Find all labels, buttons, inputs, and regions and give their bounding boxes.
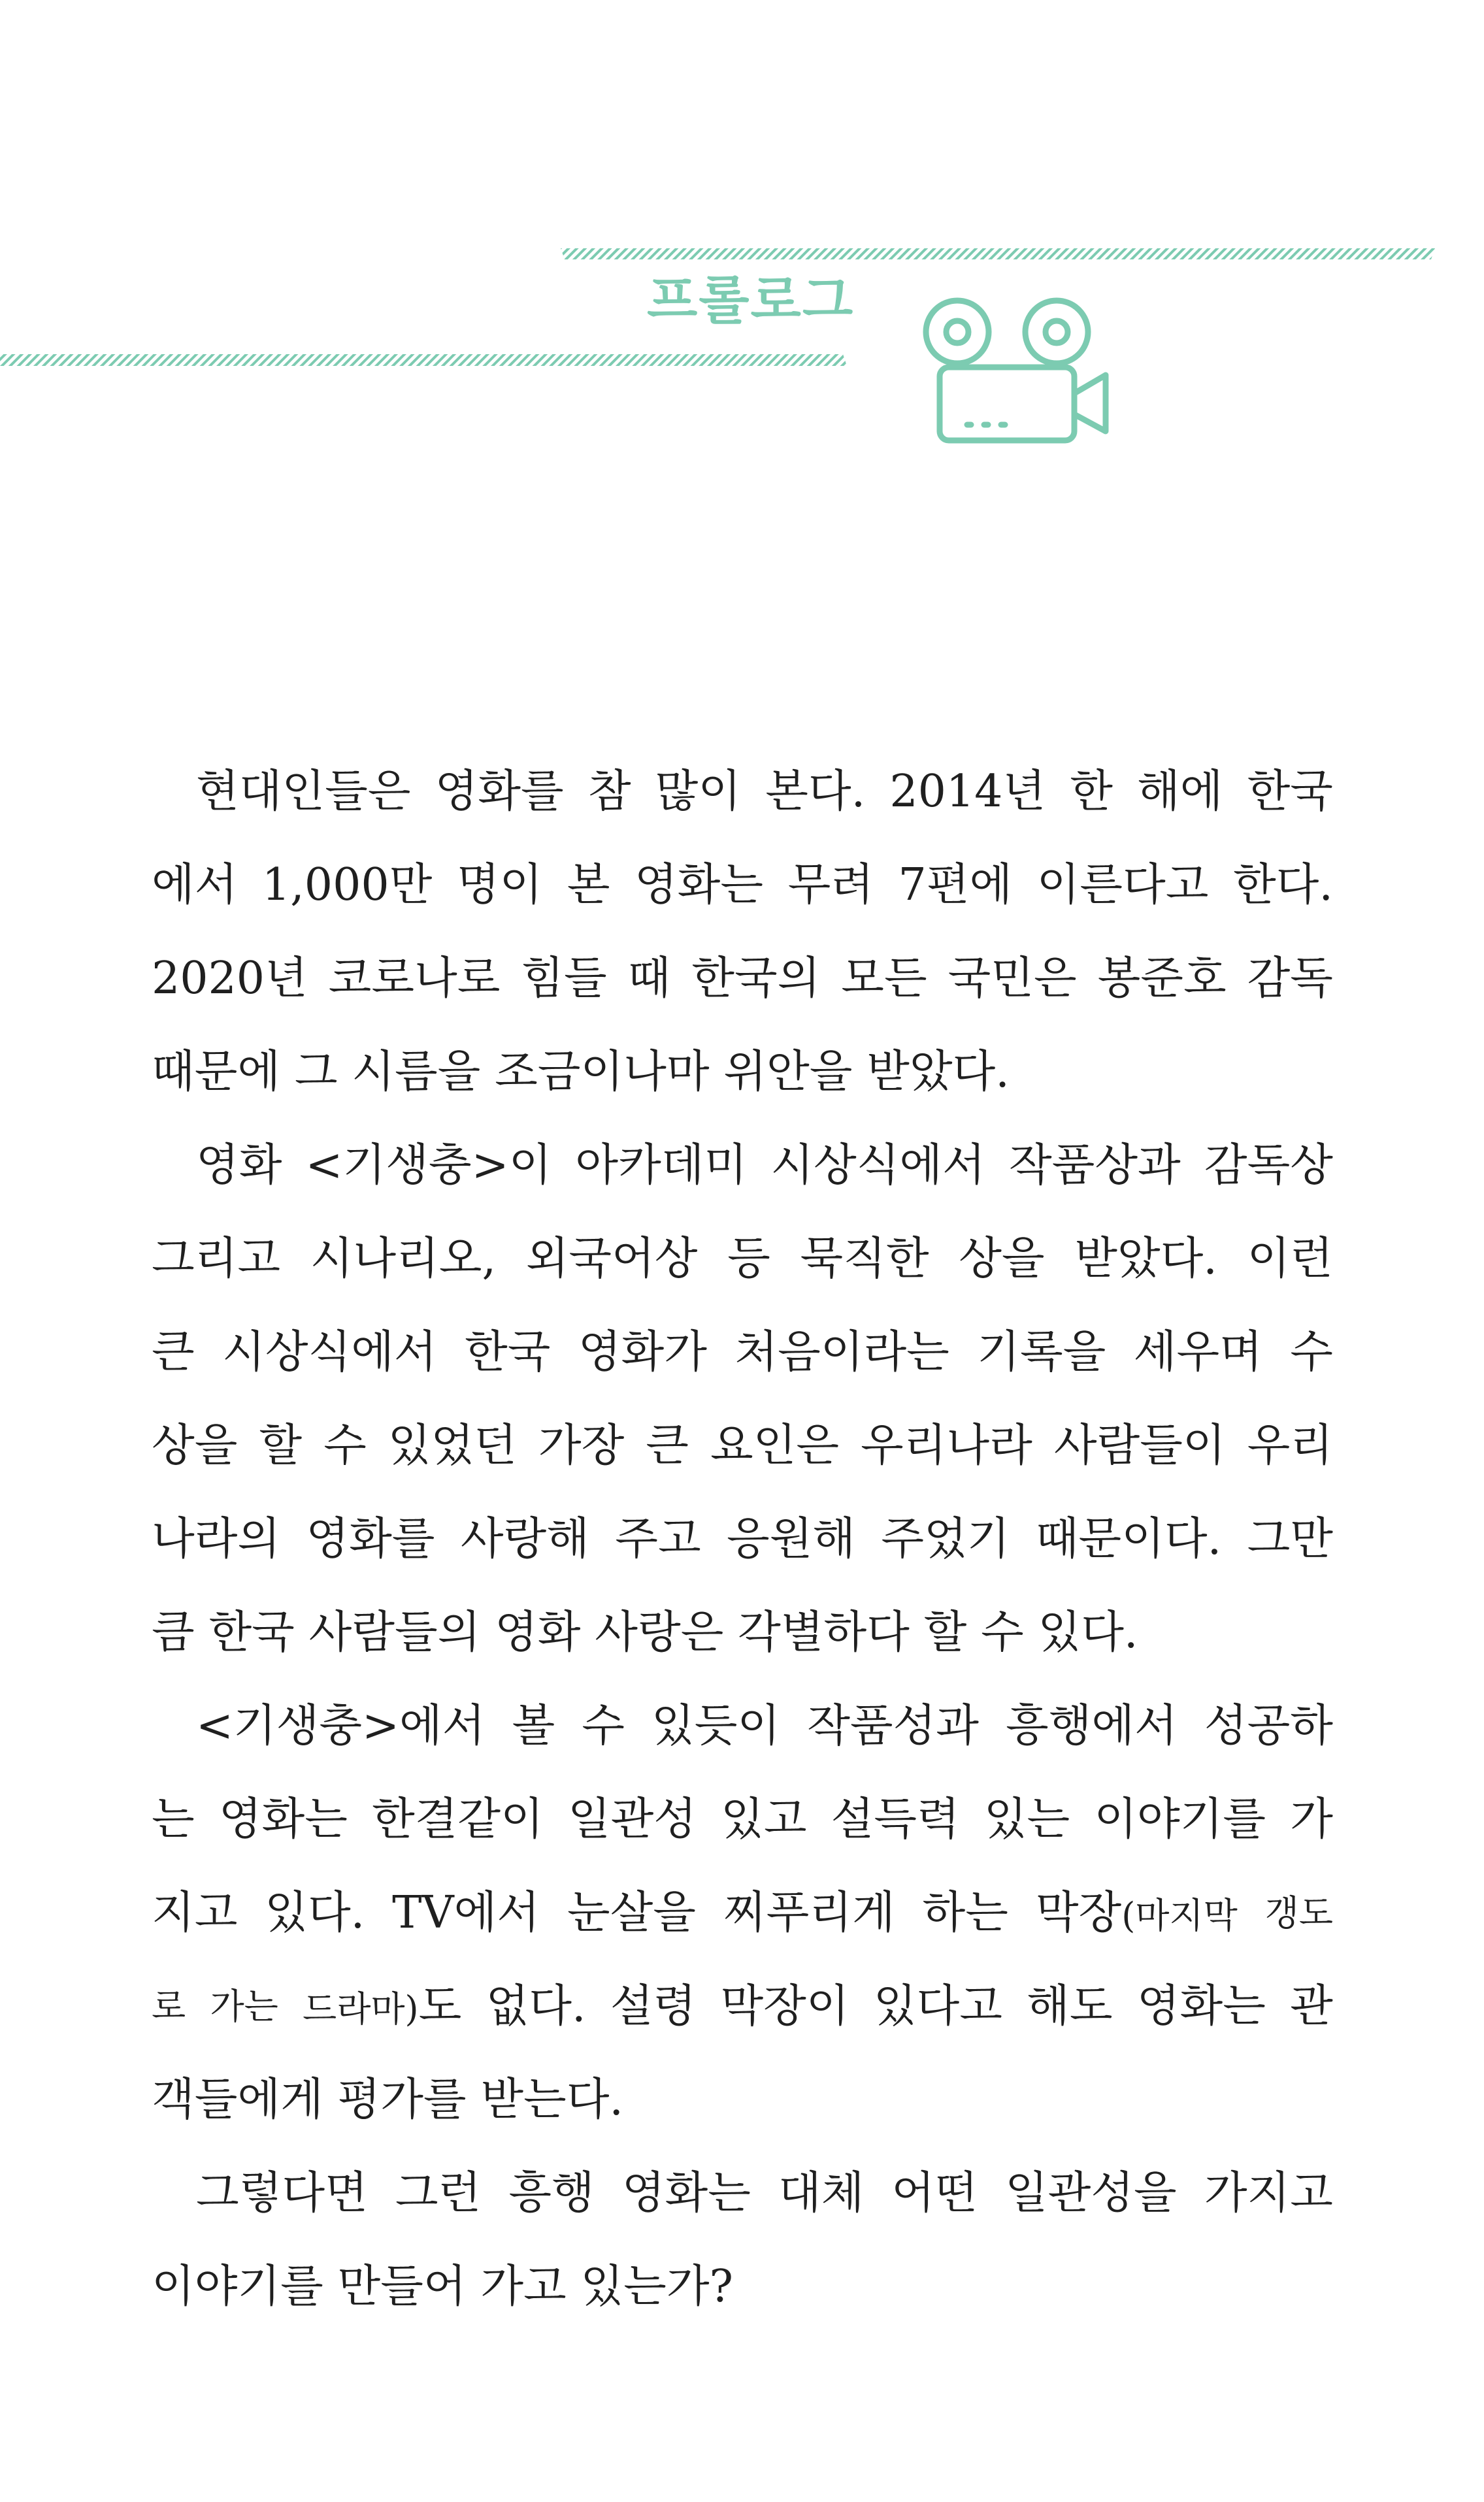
text-word: 이야기를: [1094, 1794, 1266, 1845]
text-line: [152, 745, 1333, 838]
text-word: 그: [294, 1046, 338, 1098]
text-word: 2014년: [889, 766, 1046, 817]
text-word: 때: [627, 953, 671, 1004]
text-word: 영화는: [218, 1794, 348, 1845]
text-word: 있고: [721, 1794, 807, 1845]
text-word: 흥행에서: [1006, 1700, 1178, 1752]
text-word: 수: [981, 1607, 1024, 1658]
text-word: 시상식에서: [770, 1140, 985, 1191]
text-word: 찌푸리게: [723, 1887, 895, 1939]
text-word: 주었기: [881, 1513, 1010, 1565]
text-word: 볼: [512, 1700, 555, 1752]
text-word: 해도: [1027, 1981, 1113, 2032]
text-word: 1,000만: [261, 859, 433, 911]
text-word: 세우며: [1133, 1326, 1262, 1378]
text-word: 는: [152, 1794, 195, 1845]
text-word: 아카데미: [575, 1140, 748, 1191]
text-word: 막장(마지막: [1035, 1887, 1238, 1939]
text-word: 객들에게: [152, 2074, 323, 2126]
text-word: 갱도: [1264, 1892, 1333, 1934]
text-word: 수: [323, 1420, 367, 1472]
text-word: 우리: [1247, 1420, 1333, 1472]
text-word: 본: [567, 859, 610, 911]
text-line: [152, 1866, 1333, 1960]
text-word: 작품성과: [807, 1700, 979, 1752]
text-word: 상을: [152, 1420, 238, 1472]
text-word: 기록을: [977, 1326, 1106, 1378]
text-word: 참: [587, 766, 631, 817]
text-line: [152, 1025, 1333, 1119]
text-word: 한결같이: [372, 1794, 544, 1845]
text-word: 가: [1290, 1794, 1333, 1845]
text-word: 조금이나마: [495, 1046, 710, 1098]
text-word: 봉준호: [1097, 953, 1227, 1004]
text-word: 있다.: [265, 1887, 365, 1939]
text-word: 그만: [1247, 1513, 1333, 1565]
text-word: 있다.: [1038, 1607, 1138, 1658]
text-word: 눈살을: [567, 1887, 696, 1939]
text-word: 현대인들은: [196, 766, 411, 817]
text-word: 해에: [1137, 766, 1223, 817]
text-word: 모든: [841, 953, 927, 1004]
text-word: 각별하다: [738, 1607, 910, 1658]
text-line: [152, 1586, 1333, 1679]
text-word: 흥행: [508, 2167, 595, 2219]
text-word: 로: [152, 1986, 186, 2027]
text-word: 시상식에서: [222, 1326, 437, 1378]
text-word: 영화는: [1136, 1981, 1266, 2032]
text-word: 영화를: [435, 766, 564, 817]
text-word: 할: [259, 1420, 303, 1472]
text-line: [152, 1399, 1333, 1492]
text-word: 2020년: [152, 953, 308, 1004]
text-word: 한국의: [691, 953, 821, 1004]
text-line: [152, 1119, 1333, 1212]
text-word: 본다.: [765, 766, 866, 817]
text-word: 많이: [655, 766, 742, 817]
hatched-band-left: [0, 354, 847, 366]
text-word: 영화: [495, 1607, 581, 1658]
text-word: 어떤: [891, 2167, 978, 2219]
text-word: 한다.: [1232, 859, 1333, 911]
text-word: 큰: [152, 1326, 195, 1378]
text-word: 위안을: [723, 1046, 853, 1098]
text-word: 수: [582, 1700, 625, 1752]
text-word: 설령: [610, 1981, 697, 2032]
text-word: 성공하: [1204, 1700, 1333, 1752]
text-word: 상을: [959, 1233, 1045, 1285]
text-word: 있는: [983, 1794, 1070, 1845]
text-word: 영화가: [578, 1326, 707, 1378]
text-word: 주고: [615, 1513, 701, 1565]
body-text: [152, 745, 1333, 2333]
text-word: 받는다.: [480, 2074, 624, 2126]
text-word: 하는: [922, 1887, 1008, 1939]
text-word: 그런: [395, 2167, 482, 2219]
text-word: 사람들이: [1053, 1420, 1226, 1472]
text-word: 받았다.: [866, 1046, 1010, 1098]
text-word: 한국: [465, 1326, 551, 1378]
text-word: 설득력: [831, 1794, 960, 1845]
text-word: 있었던: [387, 1420, 517, 1472]
text-word: 한국: [1247, 766, 1333, 817]
text-word: 큼: [152, 1607, 195, 1658]
text-word: 에서: [152, 859, 238, 911]
chapter-title: 프롤로그: [647, 270, 855, 331]
text-word: 관: [1290, 1981, 1333, 2032]
text-line: [152, 838, 1333, 932]
text-line: [152, 2240, 1333, 2333]
text-word: 막장이: [720, 1981, 849, 2032]
text-word: 무려: [787, 859, 874, 911]
text-word: 영화: [196, 1140, 282, 1191]
text-word: 이른다고: [1036, 859, 1209, 911]
text-line: [152, 1212, 1333, 1306]
text-word: 드라마)도: [303, 1981, 462, 2032]
text-line: [152, 1679, 1333, 1773]
text-word: 영화는: [621, 2167, 751, 2219]
text-word: 그렇다면: [196, 2167, 368, 2219]
text-word: 명이: [456, 859, 543, 911]
text-word: 이야기를: [152, 2261, 323, 2313]
text-word: 그리고: [152, 1233, 281, 1285]
text-word: 있다고: [873, 1981, 1002, 2032]
text-word: 영화를: [306, 1513, 435, 1565]
text-word: 시나리오,: [310, 1233, 497, 1285]
text-word: 7편에: [898, 859, 1013, 911]
text-word: 묵직한: [800, 1233, 929, 1285]
text-word: 가고: [480, 2261, 567, 2313]
text-word: 사람들의: [308, 1607, 481, 1658]
text-word: 외국어상: [525, 1233, 698, 1285]
text-word: 시름을: [352, 1046, 481, 1098]
text-word: 감독상: [1204, 1140, 1333, 1191]
text-line: [152, 1960, 1333, 2053]
text-word: 만들어: [337, 2261, 467, 2313]
text-word: <기생충>에서: [196, 1700, 486, 1752]
text-word: 한국: [208, 1607, 295, 1658]
text-word: 응원해: [727, 1513, 856, 1565]
text-word: <기생충>이: [305, 1140, 552, 1191]
text-word: 나라의: [152, 1513, 281, 1565]
text-word: 작품상과: [1008, 1140, 1181, 1191]
text-word: 있듯이: [651, 1700, 781, 1752]
text-word: 일관성: [567, 1794, 697, 1845]
text-word: 지고: [152, 1887, 238, 1939]
text-word: 대체: [778, 2167, 865, 2219]
text-word: 없다.: [486, 1981, 586, 2032]
text-word: 코로나로: [328, 953, 501, 1004]
text-word: 영화는: [634, 859, 764, 911]
text-word: 사랑해: [460, 1513, 589, 1565]
chapter-header: [0, 0, 1484, 470]
text-word: 사랑은: [595, 1607, 724, 1658]
text-word: 평가를: [337, 2074, 467, 2126]
hatched-band-top: [561, 248, 1435, 259]
text-line: [152, 2147, 1333, 2240]
text-line: [152, 2053, 1333, 2147]
text-word: TV에서: [392, 1887, 540, 1939]
text-word: 이런: [1247, 1233, 1333, 1285]
text-word: 수: [1290, 1326, 1333, 1378]
text-line: [152, 932, 1333, 1025]
text-word: 힘들: [521, 953, 607, 1004]
text-word: 등: [727, 1233, 770, 1285]
text-word: 요인은: [710, 1420, 840, 1472]
text-word: 가지고: [1204, 2167, 1333, 2219]
text-word: 처음이라는: [734, 1326, 949, 1378]
text-line: [152, 1492, 1333, 1586]
text-word: 받았다.: [1074, 1233, 1217, 1285]
header-decoration: [0, 0, 1484, 470]
text-word: 일관성을: [1004, 2167, 1177, 2219]
text-word: 가는: [210, 1986, 278, 2027]
text-line: [152, 1773, 1333, 1866]
text-word: 때문이다.: [1035, 1513, 1222, 1565]
text-word: 국민은: [948, 953, 1077, 1004]
text-word: 있는가?: [580, 2261, 734, 2313]
text-word: 때문에: [152, 1046, 281, 1098]
text-word: 가장: [538, 1420, 625, 1472]
text-word: 감독: [1247, 953, 1333, 1004]
text-word: 우리나라: [861, 1420, 1032, 1472]
text-line: [152, 1306, 1333, 1399]
text-word: 한: [1070, 766, 1113, 817]
text-word: 할: [923, 1607, 967, 1658]
movie-camera-icon: [926, 301, 1106, 440]
text-word: 큰: [646, 1420, 689, 1472]
